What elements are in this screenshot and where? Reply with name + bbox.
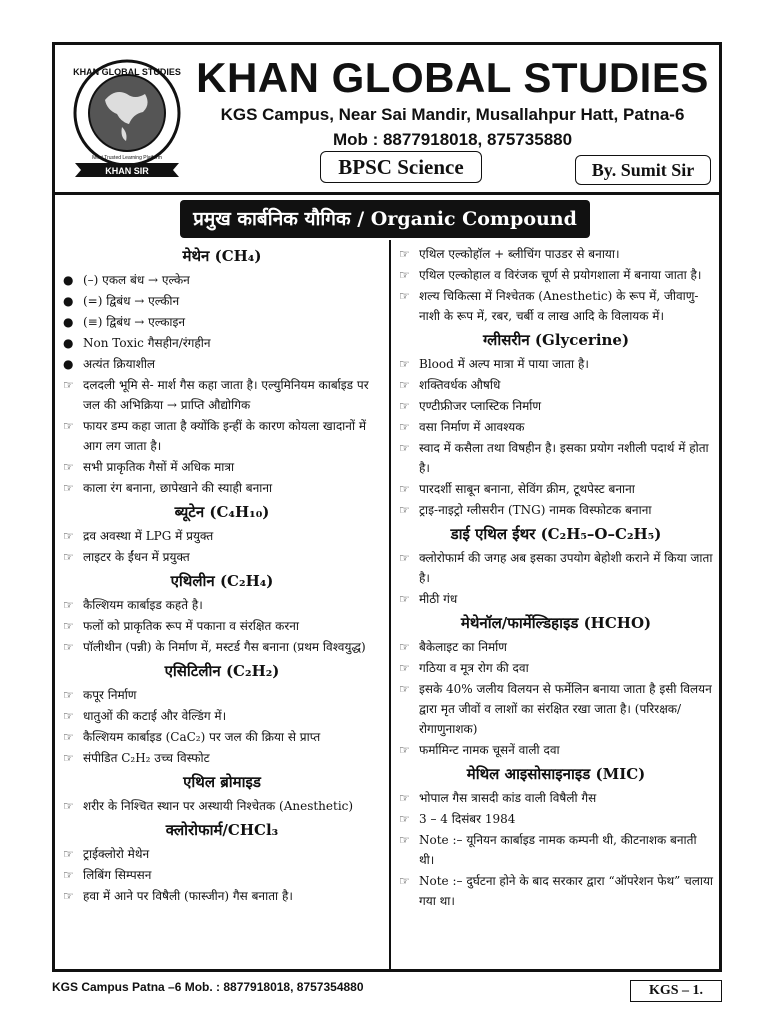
list-item-text: ट्राईक्लोरो मेथेन xyxy=(83,847,150,861)
pointing-hand-icon: ☞ xyxy=(63,481,74,495)
list-item xyxy=(61,375,383,415)
section-list xyxy=(397,354,715,520)
section-heading: मेथेनॉल/फार्मेल्डिहाइड (HCHO) xyxy=(460,614,652,632)
author-badge: By. Sumit Sir xyxy=(575,155,711,185)
page-frame xyxy=(52,42,722,972)
pointing-hand-icon: ☞ xyxy=(399,833,410,847)
list-item xyxy=(61,291,383,311)
list-item-text: दलदली भूमि से- मार्श गैस कहा जाता है। एल्युमिनियम कार्बाइड पर जल की अभिक्रिया → प्राप्ति औद्योगिक xyxy=(83,378,369,412)
list-item xyxy=(397,396,715,416)
section-list xyxy=(61,595,383,657)
list-item-text: कैल्शियम कार्बाइड कहते है। xyxy=(83,598,203,612)
pointing-hand-icon: ☞ xyxy=(63,799,74,813)
pointing-hand-icon: ☞ xyxy=(63,529,74,543)
list-item xyxy=(397,286,715,326)
list-item-text: द्रव अवस्था में LPG में प्रयुक्त xyxy=(83,529,214,543)
list-item xyxy=(397,375,715,395)
section-heading: मेथिल आइसोसाइनाइड (MIC) xyxy=(466,765,646,783)
list-item-text: भोपाल गैस त्रासदी कांड वाली विषैली गैस xyxy=(419,791,597,805)
section-heading: ब्यूटेन (C₄H₁₀) xyxy=(174,503,270,521)
page-number: KGS – 1. xyxy=(630,980,722,1002)
list-item xyxy=(61,886,383,906)
list-item-text: हवा में आने पर विषैली (फास्जीन) गैस बनाता है। xyxy=(83,889,293,903)
list-item xyxy=(61,312,383,332)
pointing-hand-icon: ☞ xyxy=(63,847,74,861)
list-item-text: (≡) द्विबंध → एल्काइन xyxy=(83,315,186,329)
pointing-hand-icon: ☞ xyxy=(399,441,410,455)
column-divider xyxy=(389,240,391,970)
list-item-text: Note :– दुर्घटना होने के बाद सरकार द्वारा “ऑपरेशन फेथ” चलाया गया था। xyxy=(419,874,714,908)
pointing-hand-icon: ☞ xyxy=(399,551,410,565)
section-list xyxy=(61,270,383,498)
list-item-text: बैकेलाइट का निर्माण xyxy=(419,640,507,654)
list-item xyxy=(397,871,715,911)
list-item xyxy=(397,548,715,588)
pointing-hand-icon: ☞ xyxy=(399,661,410,675)
section-heading: एथिलीन (C₂H₄) xyxy=(170,572,274,590)
list-item-text: शल्य चिकित्सा में निश्चेतक (Anesthetic) के रूप में, जीवाणु-नाशी के रूप में, रबर, चर्बी व लाख आदि के विलायक में। xyxy=(419,289,699,323)
list-item-text: फर्मामिन्ट नामक चूसनें वाली दवा xyxy=(419,743,560,757)
pointing-hand-icon: ☞ xyxy=(63,751,74,765)
pointing-hand-icon: ☞ xyxy=(63,460,74,474)
list-item xyxy=(397,479,715,499)
list-item xyxy=(397,679,715,739)
list-item-text: सभी प्राकृतिक गैसों में अधिक मात्रा xyxy=(83,460,235,474)
brand-name: KHAN GLOBAL STUDIES xyxy=(196,54,709,101)
pointing-hand-icon: ☞ xyxy=(63,550,74,564)
list-item xyxy=(397,265,715,285)
list-item xyxy=(61,748,383,768)
pointing-hand-icon: ☞ xyxy=(63,619,74,633)
list-item xyxy=(397,658,715,678)
pointing-hand-icon: ☞ xyxy=(399,791,410,805)
list-item-text: ट्राइ-नाइट्रो ग्लीसरीन (TNG) नामक विस्फोटक बनाना xyxy=(419,503,652,517)
section-list xyxy=(397,788,715,911)
pointing-hand-icon: ☞ xyxy=(63,378,74,392)
list-item-text: मीठी गंध xyxy=(419,592,458,606)
pointing-hand-icon: ☞ xyxy=(63,688,74,702)
list-item-text: फलों को प्राकृतिक रूप में पकाना व संरक्षित करना xyxy=(83,619,300,633)
pointing-hand-icon: ☞ xyxy=(399,592,410,606)
list-item-text: गठिया व मूत्र रोग की दवा xyxy=(419,661,529,675)
pointing-hand-icon: ☞ xyxy=(63,868,74,882)
list-item xyxy=(61,333,383,353)
list-item-text: Blood में अल्प मात्रा में पाया जाता है। xyxy=(419,357,589,371)
list-item-text: Non Toxic गैसहीन/रंगहीन xyxy=(83,336,211,350)
list-item-text: स्वाद में कसैला तथा विषहीन है। इसका प्रयोग नशीली पदार्थ में होता है। xyxy=(419,441,709,475)
list-item xyxy=(61,270,383,290)
svg-text:KHAN SIR: KHAN SIR xyxy=(105,166,149,176)
section-heading: एथिल ब्रोमाइड xyxy=(183,773,261,791)
list-item xyxy=(61,865,383,885)
list-item-text: अत्यंत क्रियाशील xyxy=(83,357,156,371)
list-item xyxy=(397,809,715,829)
list-item xyxy=(61,727,383,747)
pointing-hand-icon: ☞ xyxy=(399,357,410,371)
pointing-hand-icon: ☞ xyxy=(63,889,74,903)
list-item-text: क्लोरोफार्म की जगह अब इसका उपयोग बेहोशी कराने में किया जाता है। xyxy=(419,551,713,585)
pointing-hand-icon: ☞ xyxy=(399,378,410,392)
pointing-hand-icon: ☞ xyxy=(399,874,410,888)
list-item-text: इसके 40% जलीय विलयन से फर्मेलिन बनाया जाता है इसी विलयन द्वारा मृत जीवों व लाशों का संरक्षित रखा जाता है। (परिरक्षक/रोगाणुनाशक) xyxy=(419,682,712,736)
list-item xyxy=(397,417,715,437)
bullet-dot-icon: ● xyxy=(63,336,74,350)
section-heading: क्लोरोफार्म/CHCl₃ xyxy=(165,821,279,839)
mobile-numbers: Mob : 8877918018, 875735880 xyxy=(332,130,573,149)
list-item xyxy=(397,438,715,478)
list-item xyxy=(61,354,383,374)
list-item xyxy=(397,637,715,657)
list-item xyxy=(397,500,715,520)
list-item-text: लिबिंग सिम्पसन xyxy=(83,868,152,882)
svg-text:KHAN GLOBAL STUDIES: KHAN GLOBAL STUDIES xyxy=(73,67,181,77)
header xyxy=(55,45,719,195)
list-item-text: लाइटर के ईंधन में प्रयुक्त xyxy=(83,550,190,564)
list-item-text: (–) एकल बंध → एल्केन xyxy=(83,273,190,287)
list-item-text: फायर डम्प कहा जाता है क्योंकि इन्हीं के कारण कोयला खादानों में आग लग जाता है। xyxy=(83,419,367,453)
left-column xyxy=(61,243,383,907)
list-item-text: संपीडित C₂H₂ उच्च विस्फोट xyxy=(83,751,210,765)
pointing-hand-icon: ☞ xyxy=(399,399,410,413)
section-list xyxy=(397,548,715,609)
list-item-text: 3 – 4 दिसंबर 1984 xyxy=(419,812,516,826)
pointing-hand-icon: ☞ xyxy=(63,598,74,612)
list-item xyxy=(397,244,715,264)
list-item xyxy=(61,685,383,705)
pointing-hand-icon: ☞ xyxy=(399,503,410,517)
bullet-dot-icon: ● xyxy=(63,315,74,329)
section-list xyxy=(61,685,383,768)
list-item xyxy=(61,844,383,864)
list-item-text: कैल्शियम कार्बाइड (CaC₂) पर जल की क्रिया से प्राप्त xyxy=(83,730,321,744)
list-item-text: काला रंग बनाना, छापेखाने की स्याही बनाना xyxy=(83,481,273,495)
address: KGS Campus, Near Sai Mandir, Musallahpur Hatt, Patna-6 xyxy=(220,105,685,124)
pointing-hand-icon: ☞ xyxy=(63,419,74,433)
pointing-hand-icon: ☞ xyxy=(63,730,74,744)
list-item-text: धातुओं की कटाई और वेल्डिंग में। xyxy=(83,709,227,723)
list-item-text: (=) द्विबंध → एल्कीन xyxy=(83,294,180,308)
section-list xyxy=(397,244,715,326)
list-item xyxy=(397,830,715,870)
bullet-dot-icon: ● xyxy=(63,357,74,371)
pointing-hand-icon: ☞ xyxy=(63,709,74,723)
section-list xyxy=(61,526,383,567)
section-list xyxy=(61,844,383,906)
list-item xyxy=(61,478,383,498)
list-item xyxy=(61,796,383,816)
list-item xyxy=(397,354,715,374)
list-item xyxy=(61,526,383,546)
subject-badge: BPSC Science xyxy=(320,151,482,183)
footer-contact: KGS Campus Patna –6 Mob. : 8877918018, 8757354880 xyxy=(52,980,364,994)
list-item xyxy=(61,616,383,636)
section-heading: एसिटिलीन (C₂H₂) xyxy=(164,662,280,680)
pointing-hand-icon: ☞ xyxy=(399,743,410,757)
pointing-hand-icon: ☞ xyxy=(399,420,410,434)
pointing-hand-icon: ☞ xyxy=(399,682,410,696)
list-item-text: Note :– यूनियन कार्बाइड नामक कम्पनी थी, कीटनाशक बनाती थी। xyxy=(419,833,697,867)
list-item xyxy=(61,547,383,567)
list-item xyxy=(61,706,383,726)
pointing-hand-icon: ☞ xyxy=(399,268,410,282)
section-heading: डाई एथिल ईथर (C₂H₅–O–C₂H₅) xyxy=(450,525,662,543)
list-item xyxy=(397,788,715,808)
section-heading: मेथेन (CH₄) xyxy=(182,247,262,265)
list-item-text: शरीर के निश्चित स्थान पर अस्थायी निश्चेतक (Anesthetic) xyxy=(83,799,354,813)
bullet-dot-icon: ● xyxy=(63,294,74,308)
list-item-text: एण्टीफ्रीजर प्लास्टिक निर्माण xyxy=(419,399,542,413)
pointing-hand-icon: ☞ xyxy=(399,289,410,303)
list-item-text: पॉलीथीन (पन्नी) के निर्माण में, मस्टर्ड गैस बनाना (प्रथम विश्वयुद्ध) xyxy=(83,640,366,654)
svg-text:Most Trusted Learning Platform: Most Trusted Learning Platform xyxy=(92,155,162,161)
list-item-text: शक्तिवर्धक औषधि xyxy=(419,378,501,392)
list-item-text: वसा निर्माण में आवश्यक xyxy=(419,420,525,434)
section-list xyxy=(61,796,383,816)
list-item xyxy=(61,637,383,657)
list-item xyxy=(397,740,715,760)
section-list xyxy=(397,637,715,760)
page-title: प्रमुख कार्बनिक यौगिक / Organic Compound xyxy=(180,200,590,238)
list-item xyxy=(61,457,383,477)
section-heading: ग्लीसरीन (Glycerine) xyxy=(482,331,630,349)
pointing-hand-icon: ☞ xyxy=(399,812,410,826)
list-item-text: एथिल एल्कोहाल व विरंजक चूर्ण से प्रयोगशाला में बनाया जाता है। xyxy=(419,268,702,282)
list-item xyxy=(61,416,383,456)
list-item xyxy=(61,595,383,615)
pointing-hand-icon: ☞ xyxy=(399,247,410,261)
pointing-hand-icon: ☞ xyxy=(399,482,410,496)
khan-global-studies-logo xyxy=(67,55,187,180)
pointing-hand-icon: ☞ xyxy=(399,640,410,654)
list-item xyxy=(397,589,715,609)
list-item-text: एथिल एल्कोहॉल + ब्लीचिंग पाउडर से बनाया। xyxy=(419,247,620,261)
right-column xyxy=(397,243,715,912)
bullet-dot-icon: ● xyxy=(63,273,74,287)
list-item-text: कपूर निर्माण xyxy=(83,688,137,702)
list-item-text: पारदर्शी साबून बनाना, सेविंग क्रीम, टूथपेस्ट बनाना xyxy=(419,482,635,496)
pointing-hand-icon: ☞ xyxy=(63,640,74,654)
